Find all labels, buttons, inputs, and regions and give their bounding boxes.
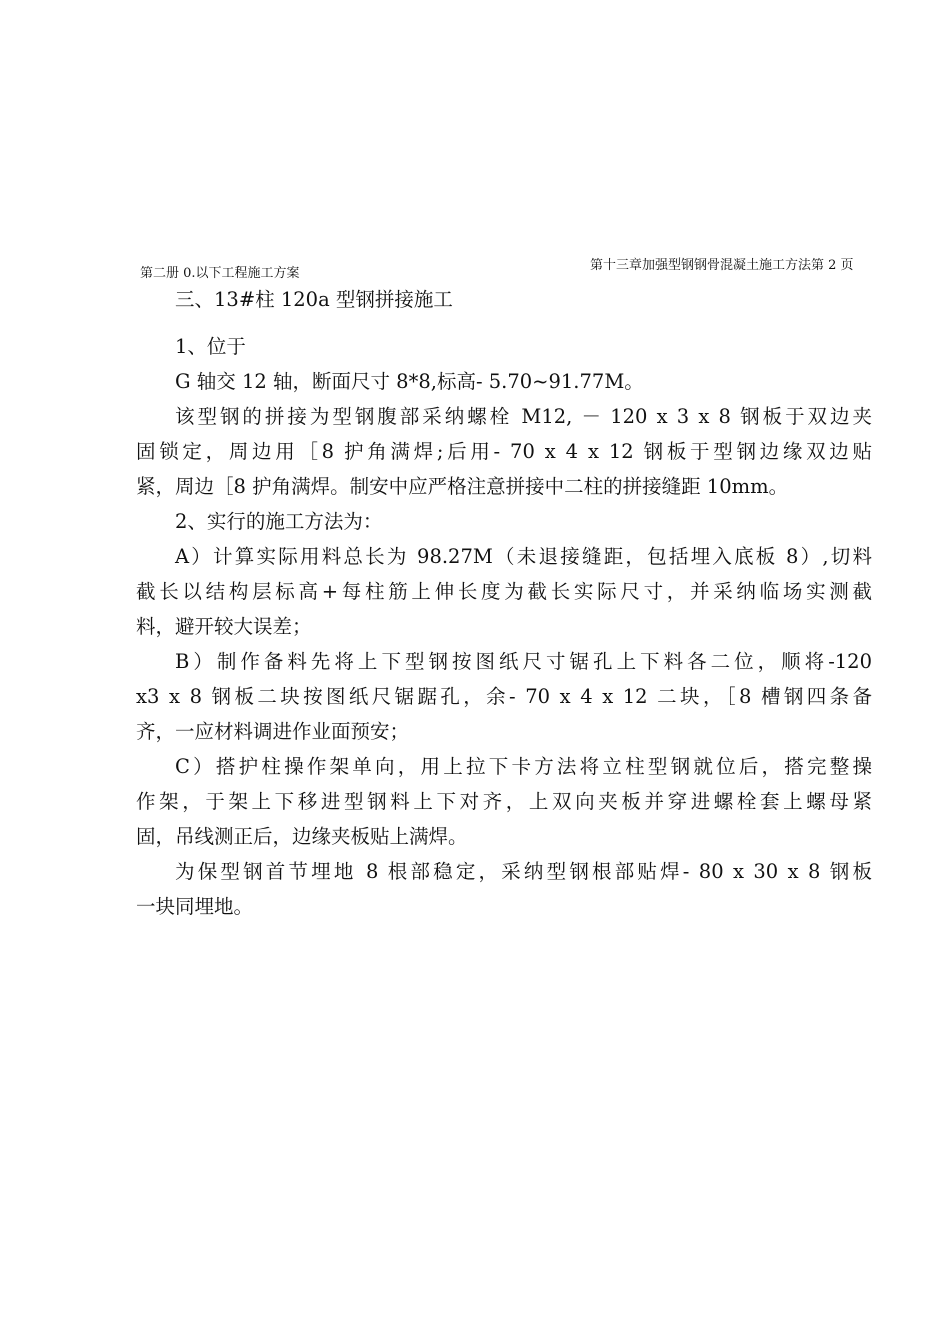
text-line: 固，吊线测正后，边缘夹板贴上满焊。 (136, 825, 468, 848)
text-line: 紧，周边［8 护角满焊。制安中应严格注意拼接中二柱的拼接缝距 10mm。 (136, 475, 789, 498)
text-line: 作架，于架上下移进型钢料上下对齐，上双向夹板并穿进螺栓套上螺母紧 (136, 790, 872, 813)
text-line: 一块同埋地。 (136, 895, 254, 918)
running-header-right: 第十三章加强型钢钢骨混凝土施工方法第 2 页 (590, 258, 854, 273)
text-line: A）计算实际用料总长为 98.27M（未退接缝距，包括埋入底板 8）,切料 (175, 545, 872, 568)
section-title: 三、13#柱 120a 型钢拼接施工 (175, 288, 453, 311)
running-header-left: 第二册 0.以下工程施工方案 (140, 266, 300, 281)
text-line: B）制作备料先将上下型钢按图纸尺寸锯孔上下料各二位，顺将-120 (175, 650, 872, 673)
text-line: G 轴交 12 轴，断面尺寸 8*8,标高- 5.70~91.77M。 (175, 370, 644, 393)
text-line: 2、实行的施工方法为： (175, 510, 383, 533)
text-line: 该型钢的拼接为型钢腹部采纳螺栓 M12, － 120 x 3 x 8 钢板于双边夹 (175, 405, 872, 428)
text-line: x3 x 8 钢板二块按图纸尺锯踞孔，余- 70 x 4 x 12 二块，［8 槽钢四条备 (136, 685, 872, 708)
text-line: 1、位于 (175, 335, 246, 358)
text-line: 截长以结构层标高+每柱筋上伸长度为截长实际尺寸，并采纳临场实测截 (136, 580, 872, 603)
document-body (136, 282, 872, 924)
text-line: 固锁定，周边用［8 护角满焊;后用- 70 x 4 x 12 钢板于型钢边缘双边贴 (136, 440, 872, 463)
text-line: 为保型钢首节埋地 8 根部稳定，采纳型钢根部贴焊- 80 x 30 x 8 钢板 (175, 860, 872, 883)
text-line: 齐，一应材料调进作业面预安； (136, 720, 410, 743)
text-line: 料，避开较大误差； (136, 615, 312, 638)
text-line: C）搭护柱操作架单向，用上拉下卡方法将立柱型钢就位后，搭完整操 (175, 755, 872, 778)
